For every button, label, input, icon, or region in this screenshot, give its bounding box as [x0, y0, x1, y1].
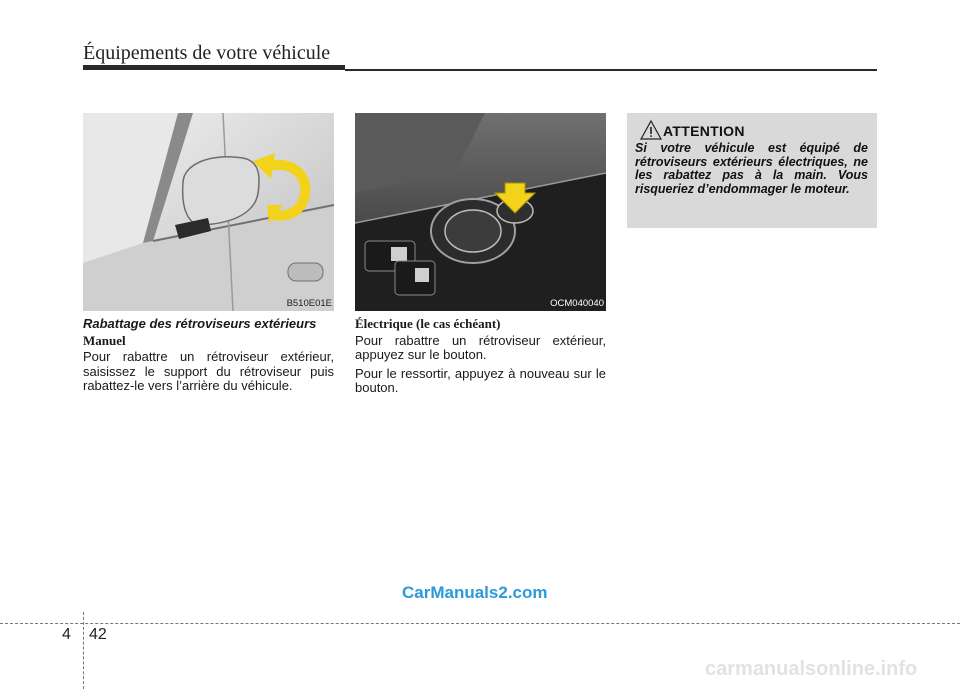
- warning-box: [627, 113, 877, 228]
- page-header-title: Équipements de votre véhicule: [83, 42, 331, 64]
- electric-paragraph-fold: Pour rabattre un rétroviseur extérieur, appuyez sur le bouton.: [355, 332, 606, 362]
- figure-electric-mirror: [355, 113, 606, 311]
- footer-vertical-divider: [83, 612, 84, 689]
- header-rule-thin: [345, 69, 877, 71]
- page-section-number: 4: [62, 626, 71, 643]
- switch-panel-illustration: [355, 113, 606, 311]
- manual-paragraph: Pour rabattre un rétroviseur extérieur, saisissez le support du rétroviseur puis rabattez-le vers l’arrière du véhicule.: [83, 349, 334, 393]
- page-number: 42: [89, 626, 107, 643]
- figure-code: OCM040040: [550, 298, 604, 309]
- electric-paragraph-unfold: Pour le ressortir, appuyez à nouveau sur le bouton.: [355, 365, 606, 395]
- manual-subtitle: Manuel: [83, 332, 126, 348]
- figure-manual-mirror: [83, 113, 334, 311]
- header-rule-thick: [83, 65, 345, 70]
- footer-divider: [0, 623, 960, 624]
- column-electric: [355, 317, 606, 400]
- section-title: Rabattage des rétroviseurs extérieurs: [83, 316, 317, 331]
- warning-text: Si votre véhicule est équipé de rétroviseurs extérieurs électriques, ne les rabattez pas à la main. Vous risqueriez d’endommager le moteur.: [635, 141, 868, 196]
- warning-title: ATTENTION: [663, 123, 745, 139]
- warning-triangle-icon: [639, 119, 663, 141]
- footer-site-watermark: carmanualsonline.info: [705, 658, 918, 680]
- figure-code: B510E01E: [286, 298, 332, 309]
- electric-subtitle: Électrique (le cas échéant): [355, 316, 501, 331]
- column-manual: [83, 317, 334, 398]
- watermark-link[interactable]: CarManuals2.com: [402, 583, 548, 602]
- mirror-illustration: [83, 113, 334, 311]
